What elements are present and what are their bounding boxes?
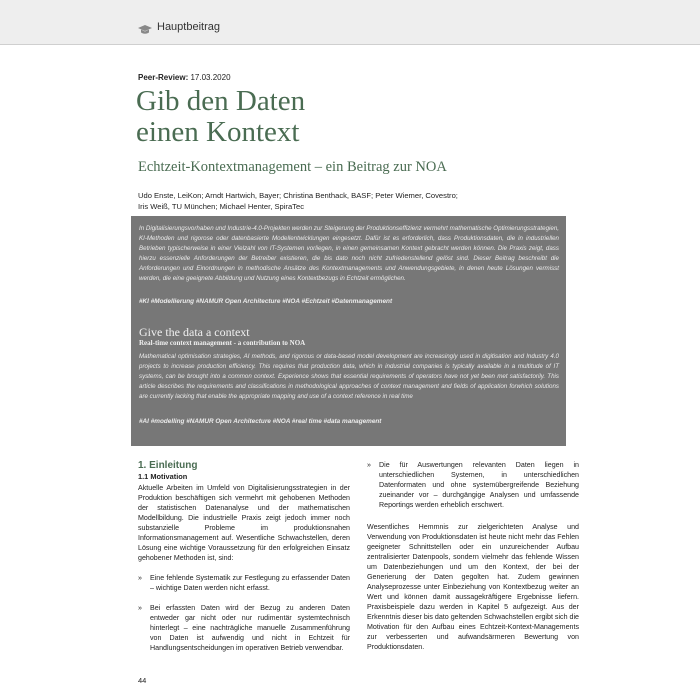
article-subtitle: Echtzeit-Kontextmanagement – ein Beitrag zur NOA (138, 159, 447, 175)
title-line-1: Gib den Daten (136, 85, 306, 117)
graduation-cap-icon (138, 22, 152, 40)
abstract-german: In Digitalisierungsvorhaben und Industrie-4.0-Projekten werden zur Steigerung der Produktionseffizienz vermehrt mathematische Optimierungsstrategien, KI-Methoden und rigorose oder datenbasierte Modellentwicklungen eingesetzt. Dafür ist es erforderlich, dass Produktionsdaten, die in industriellen Betrieben typischerweise in einer Vielzahl von IT-Systemen vorliegen, in einen gemeinsamen Kontext gebracht werden können. Die Praxis zeigt, dass hierzu essenzielle Anforderungen der Betreiber existieren, die bis dato noch nicht zufriedenstellend gelöst sind. Dieser Beitrag beschreibt die Anforderungen und Einordnungen in methodische Ansätze des Kontextmanagements und Anwendungsgebiete, in denen heute Lösungen vermisst werden, die eine geeignete Abbildung und Nutzung eines Kontextbezugs in Echtzeit ermöglichen. (139, 225, 559, 283)
bullet-item (138, 603, 350, 653)
english-subtitle: Real-time context management - a contribution to NOA (139, 339, 306, 347)
abstract-english: Mathematical optimisation strategies, AI methods, and rigorous or data-based model development are increasingly used in digitisation and Industry 4.0 projects to increase production efficiency. This requires that production data, which in industrial companies is typically available in a multitude of IT systems, can be brought into a common context. Experience shows that essential requirements of operators have not yet been met satisfactorily. This article describes the requirements and classifications in methodological approaches of context management and fields of application forwhich solutions are currently lacking that enable the appropriate mapping and use of a context reference in real time (139, 353, 559, 400)
bullet-item (367, 460, 579, 510)
bullet-marker: » (367, 461, 371, 469)
bullet-text: Eine fehlende Systematik zur Festlegung zu erfassender Daten – wichtige Daten werden nicht erfasst. (150, 574, 350, 592)
bullet-marker: » (138, 604, 142, 612)
bullet-marker: » (138, 574, 142, 582)
header-divider (0, 44, 700, 45)
body-column-right (367, 460, 579, 652)
authors (138, 190, 568, 212)
section-heading: 1. Einleitung (138, 460, 198, 471)
paragraph-intro: Aktuelle Arbeiten im Umfeld von Digitalisierungsstrategien in der Produktion beschäftigen sich vermehrt mit gehobenen Methoden der statistischen Datenanalyse und der mathematischen Modellbildung. Die industrielle Praxis zeigt jedoch immer noch substanzielle Probleme im produktionsnahen Informationsmanagement auf. Wesentliche Schwachstellen, deren Lösung eine wichtige Voraussetzung für den erfolgreichen Einsatz gehobener Methoden ist, sind: (138, 484, 350, 562)
keywords-english: #AI #modelling #NAMUR Open Architecture #NOA #real time #data management (139, 418, 382, 425)
body-column-left (138, 460, 350, 653)
peer-review-date: 17.03.2020 (190, 73, 231, 82)
paragraph-main: Wesentliches Hemmnis zur zielgerichteten Analyse und Verwendung von Produktionsdaten ist heute nicht mehr das Fehlen geeigneter Schnittstellen oder ein unzureichender Aufbau zentralisierter Datenpools, sondern vielmehr das fehlende Wissen um Datenbeziehungen und um den Kontext, der bei der Generierung der Daten gegolten hat. Zudem gewinnen Analyseprozesse unter Einbeziehung von Kontextbezug weiter an Wert und können damit aussagekräftigere Ergebnisse liefern. Praxisbeispiele dazu werden in Kapitel 5 aufgezeigt. Aus der Erkenntnis dieser bis dato geltenden Schwachstellen ergibt sich die Motivation für den Aufbau eines Echtzeit-Kontext-Managements zur verbesserten und aufwandsärmeren Bewertung von Produktionsdaten. (367, 523, 579, 651)
bullet-text: Bei erfassten Daten wird der Bezug zu anderen Daten entweder gar nicht oder nur rudimentär systemtechnisch hinterlegt – eine nachträgliche manuelle Zusammenführung von Daten ist aufwendig und nicht in Echtzeit für Handlungsentscheidungen im operativen Betrieb verwendbar. (150, 604, 350, 652)
abstract-box (131, 216, 566, 446)
authors-line-1: Udo Enste, LeiKon; Arndt Hartwich, Bayer; Christina Benthack, BASF; Peter Wiemer, Covestro; (138, 191, 458, 200)
title-line-2: einen Kontext (136, 116, 300, 148)
peer-review-line (138, 73, 231, 82)
english-title: Give the data a context (139, 325, 250, 339)
running-header (0, 0, 700, 44)
article-title (136, 86, 576, 148)
section-label: Hauptbeitrag (157, 21, 220, 33)
bullet-text: Die für Auswertungen relevanten Daten liegen in unterschiedlichen Systemen, in unterschiedlichen Datenformaten und ohne systemübergreifende Beziehung zueinander vor – durchgängige Analysen und umfassende Reportings werden erheblich erschwert. (379, 461, 579, 509)
page-number: 44 (138, 676, 147, 685)
bullet-item (138, 573, 350, 593)
subsection-heading: 1.1 Motivation (138, 472, 188, 481)
authors-line-2: Iris Weiß, TU München; Michael Henter, SpiraTec (138, 202, 304, 211)
peer-review-label: Peer-Review: (138, 73, 189, 82)
keywords-german: #KI #Modellierung #NAMUR Open Architecture #NOA #Echtzeit #Datenmanagement (139, 298, 393, 305)
